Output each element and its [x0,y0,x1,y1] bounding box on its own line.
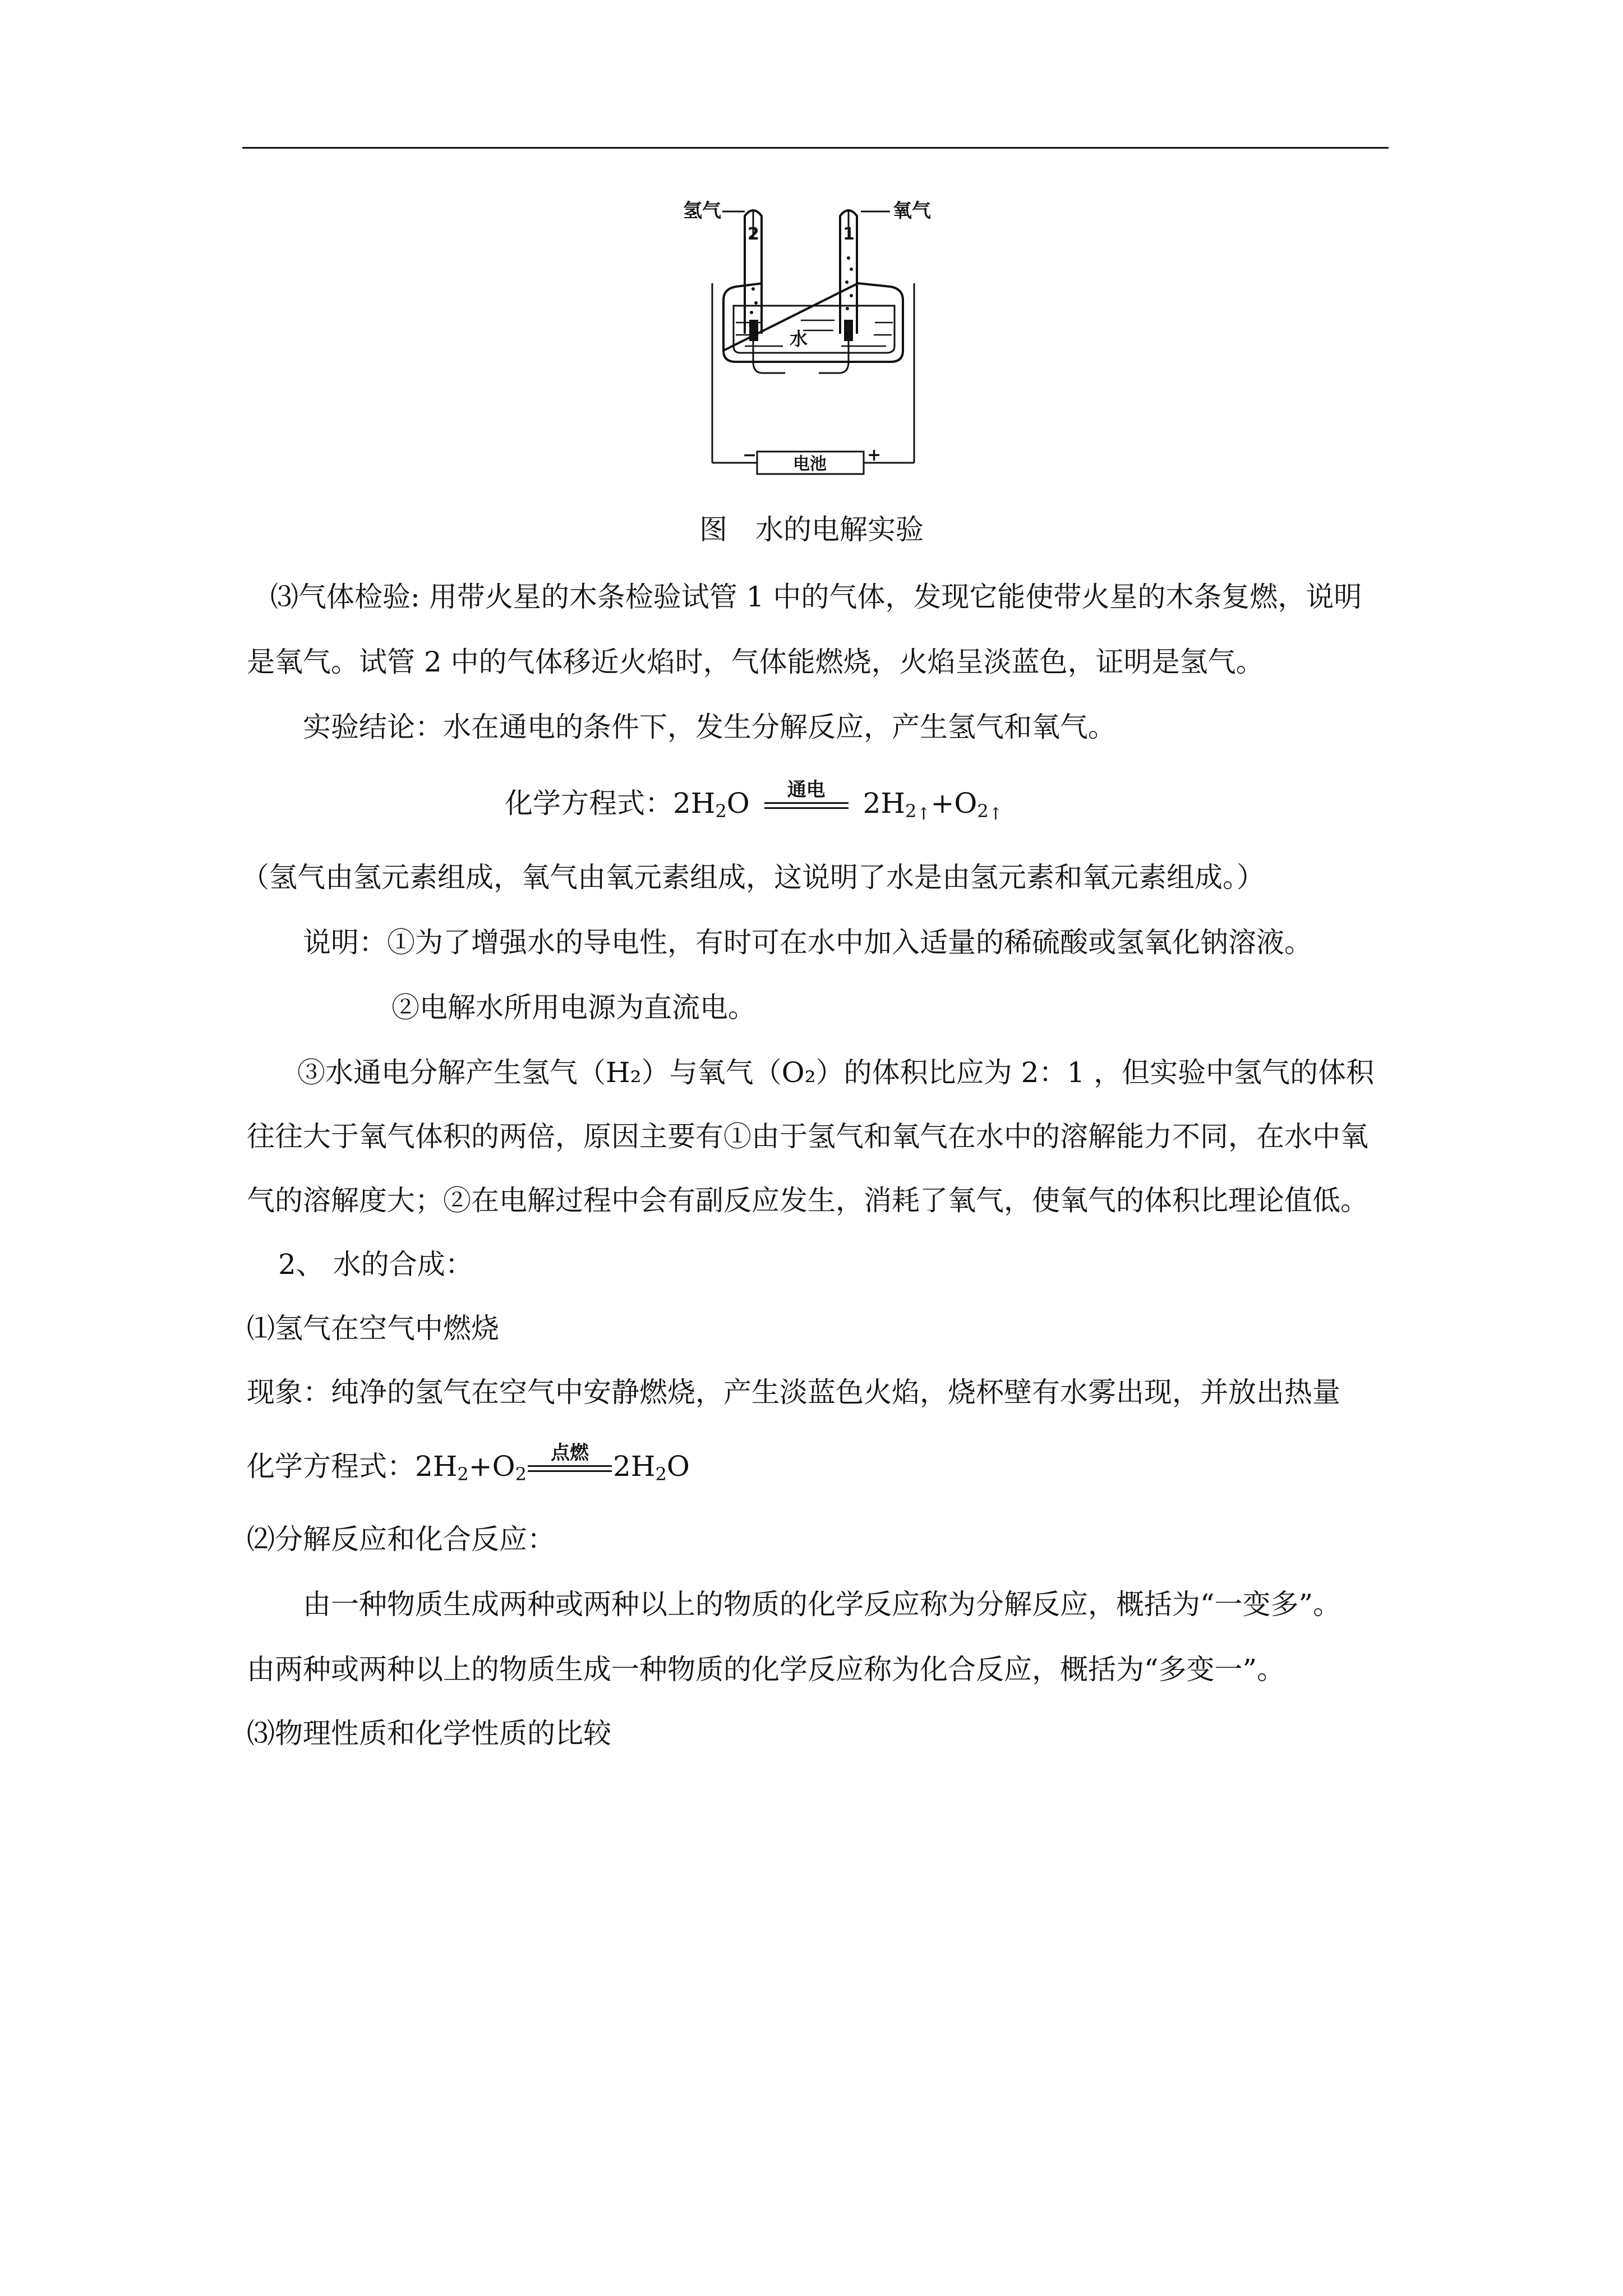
water-label: 水 [790,328,808,349]
battery-label: 电池 [793,454,827,474]
equation-electrolysis: 化学方程式：$2H_2O$ 通电 $2H_{2↑}+O_{2↑}$ [505,779,1003,824]
phenomenon-text: 现象：纯净的氢气在空气中安静燃烧，产生淡蓝色火焰，烧杯壁有水雾出现，并放出热量 [247,1376,1340,1409]
subheading-properties-comparison: ⑶物理性质和化学性质的比较 [247,1717,611,1750]
parenthetical-note: （氢气由氢元素组成，氧气由氧元素组成，这说明了水是由氢元素和氧元素组成。） [241,861,1265,894]
definition-decomposition: 由一种物质生成两种或两种以上的物质的化学反应称为分解反应，概括为“一变多”。 [303,1588,1341,1621]
reaction-condition: 通电 [787,779,826,801]
equation-label: 化学方程式： [247,1450,415,1483]
subheading-hydrogen-burning: ⑴氢气在空气中燃烧 [247,1312,499,1345]
electrolysis-figure [673,194,953,491]
paragraph-volume-ratio-line-1: ③水通电分解产生氢气（H₂）与氧气（O₂）的体积比应为 2：1 ，但实验中氢气的体积 [297,1056,1375,1089]
subheading-reaction-types: ⑵分解反应和化合反应： [247,1523,555,1556]
reaction-condition: 点燃 [551,1442,589,1464]
equation-combustion: 化学方程式：$2H_2+O_2$ 点燃 $2H_2O$ [247,1442,690,1485]
reaction-condition-bar [764,779,849,809]
equation-label: 化学方程式： [505,787,673,820]
figure-caption: 图 水的电解实验 [699,513,924,546]
section-heading-synthesis: 2、 水的合成： [278,1248,473,1281]
paragraph-gas-test-line-1: ⑶气体检验: 用带火星的木条检验试管 1 中的气体，发现它能使带火星的木条复燃，说明 [270,581,1362,613]
paragraph-volume-ratio-line-3: 气的溶解度大；②在电解过程中会有副反应发生，消耗了氧气，使氧气的体积比理论值低。 [247,1184,1368,1217]
hydrogen-label: 氢气 [683,200,721,222]
paragraph-volume-ratio-line-2: 往往大于氧气体积的两倍，原因主要有①由于氢气和氧气在水中的溶解能力不同，在水中氧 [247,1120,1368,1153]
minus-sign: − [743,445,757,465]
tube-2-number: 2 [748,224,759,244]
experiment-conclusion: 实验结论：水在通电的条件下，发生分解反应，产生氢气和氧气。 [303,711,1116,743]
paragraph-gas-test-line-2: 是氧气。试管 2 中的气体移近火焰时，气体能燃烧，火焰呈淡蓝色，证明是氢气。 [247,646,1264,678]
gas-arrow: ↑ [916,804,931,824]
reaction-condition-bar [528,1442,612,1472]
definition-combination: 由两种或两种以上的物质生成一种物质的化学反应称为化合反应，概括为“多变一”。 [247,1653,1285,1686]
plus-sign: + [867,445,882,465]
tube-1-number: 1 [843,224,855,244]
explanation-1: 说明：①为了增强水的导电性，有时可在水中加入适量的稀硫酸或氢氧化钠溶液。 [303,926,1312,959]
header-rule [242,147,1389,149]
explanation-2: ②电解水所用电源为直流电。 [391,991,756,1024]
gas-arrow: ↑ [988,804,1003,824]
oxygen-label: 氧气 [893,200,931,222]
